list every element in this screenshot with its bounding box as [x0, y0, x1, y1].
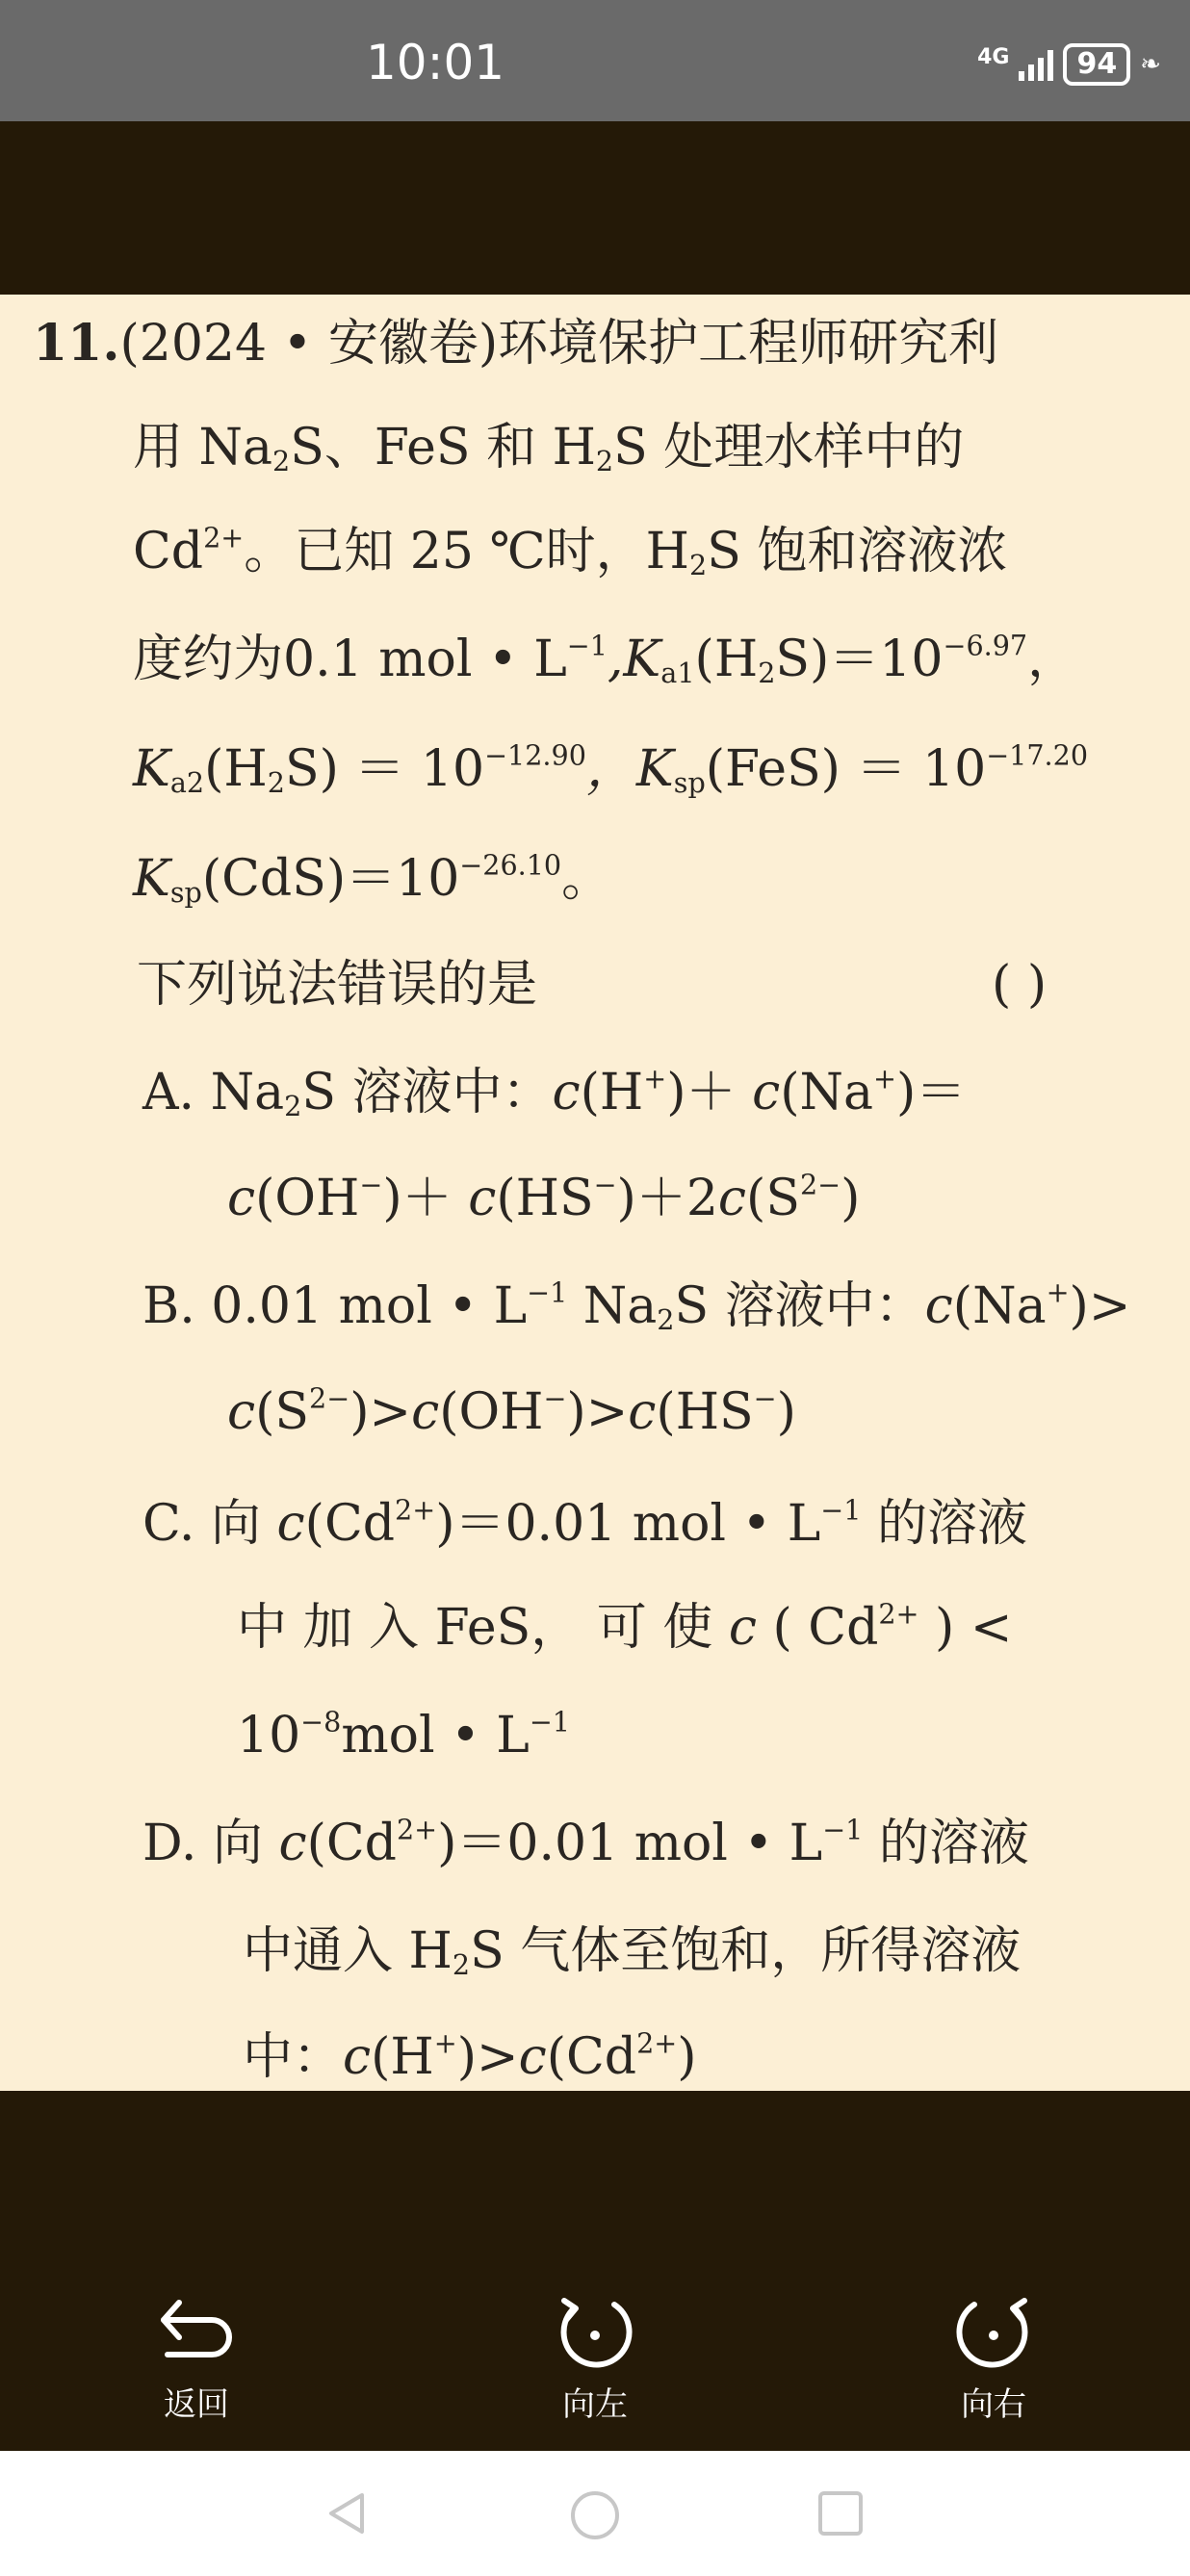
question-line-2: 用 $Na_2S$、FeS 和 $H_2S$ 处理水样中的 [133, 419, 965, 478]
battery-icon: 94 [1063, 43, 1130, 86]
system-nav-bar [0, 2451, 1190, 2576]
question-source: (2024 • 安徽卷) [119, 315, 499, 373]
rotate-right-button[interactable]: 向右 [917, 2291, 1071, 2425]
question-prompt: 下列说法错误的是 [137, 956, 538, 1014]
question-line-3: $Cd^{2+}$。已知 25 ℃时，$H_2S$ 饱和溶液浓 [133, 521, 1008, 582]
option-d-label: D. [142, 1815, 197, 1872]
option-d-line-3: 中：$c(H^+)>c(Cd^{2+})$ [243, 2026, 697, 2086]
option-c-line-1: C. 向 $c(Cd^{2+})=0.01$ mol • $L^{-1}$ 的溶液 [142, 1493, 1027, 1553]
option-c-label: C. [142, 1495, 195, 1553]
rotate-left-button[interactable]: 向左 [518, 2291, 672, 2425]
option-b-label: B. [142, 1277, 195, 1335]
option-b-line-1: B. 0.01 mol • $L^{-1}$ $Na_2S$ 溶液中：c(Na+)> [142, 1275, 1131, 1337]
option-a-line-2: $c(OH^-)+ c(HS^-)+2c(S^{2-})$ [227, 1168, 861, 1227]
system-back-icon[interactable] [323, 2489, 372, 2537]
status-time: 10:01 [366, 35, 505, 90]
question-line-5: $K_{a2}(H_2S) = 10^{-12.90}$，$K_{sp}(FeS) = 10^{-17.20}$ [133, 738, 1089, 800]
system-recents-icon[interactable] [816, 2489, 865, 2537]
option-b-line-2: $c(S^{2-})>c(OH^-)>c(HS^-)$ [227, 1381, 796, 1441]
status-bar [0, 0, 1190, 121]
network-type: 4G [977, 45, 1010, 69]
question-line-6: $K_{sp}(CdS)=10^{-26.10}$。 [133, 848, 612, 910]
back-button[interactable]: 返回 [119, 2291, 273, 2425]
viewer-top-margin [0, 121, 1190, 295]
option-c-line-3: $10^{-8}mol$ • $L^{-1}$ [237, 1705, 570, 1765]
option-a-line-1: A. $Na_2S$ 溶液中：c(H+)＋ c(Na+)＝ [142, 1062, 967, 1123]
rotate-left-icon [555, 2291, 635, 2372]
question-page [0, 295, 1190, 2091]
system-home-icon[interactable] [569, 2489, 621, 2541]
question-line-4: 度约为0.1 mol • $L^{-1},K_{a1}(H_2S)=10^{-6.97}$， [133, 629, 1078, 690]
option-d-line-2: 中通入 $H_2S$ 气体至饱和，所得溶液 [243, 1922, 1022, 1982]
option-d-line-1: D. 向 $c(Cd^{2+})=0.01$ mol • $L^{-1}$ 的溶液 [142, 1813, 1029, 1872]
option-c-line-2: 中 加 入 FeS， 可 使 c ( $Cd^{2+}$ ) < [237, 1597, 1013, 1657]
rotate-right-icon [953, 2291, 1034, 2372]
power-saving-icon: ❧ [1140, 50, 1161, 79]
back-arrow-icon [156, 2291, 237, 2372]
question-line-1: 11.(2024 • 安徽卷)环境保护工程师研究利 [33, 314, 999, 373]
status-indicators [977, 40, 1161, 89]
answer-bracket: ( ) [992, 956, 1048, 1014]
option-a-label: A. [142, 1064, 195, 1121]
question-number: 11. [33, 314, 120, 373]
signal-icon [1019, 48, 1053, 81]
